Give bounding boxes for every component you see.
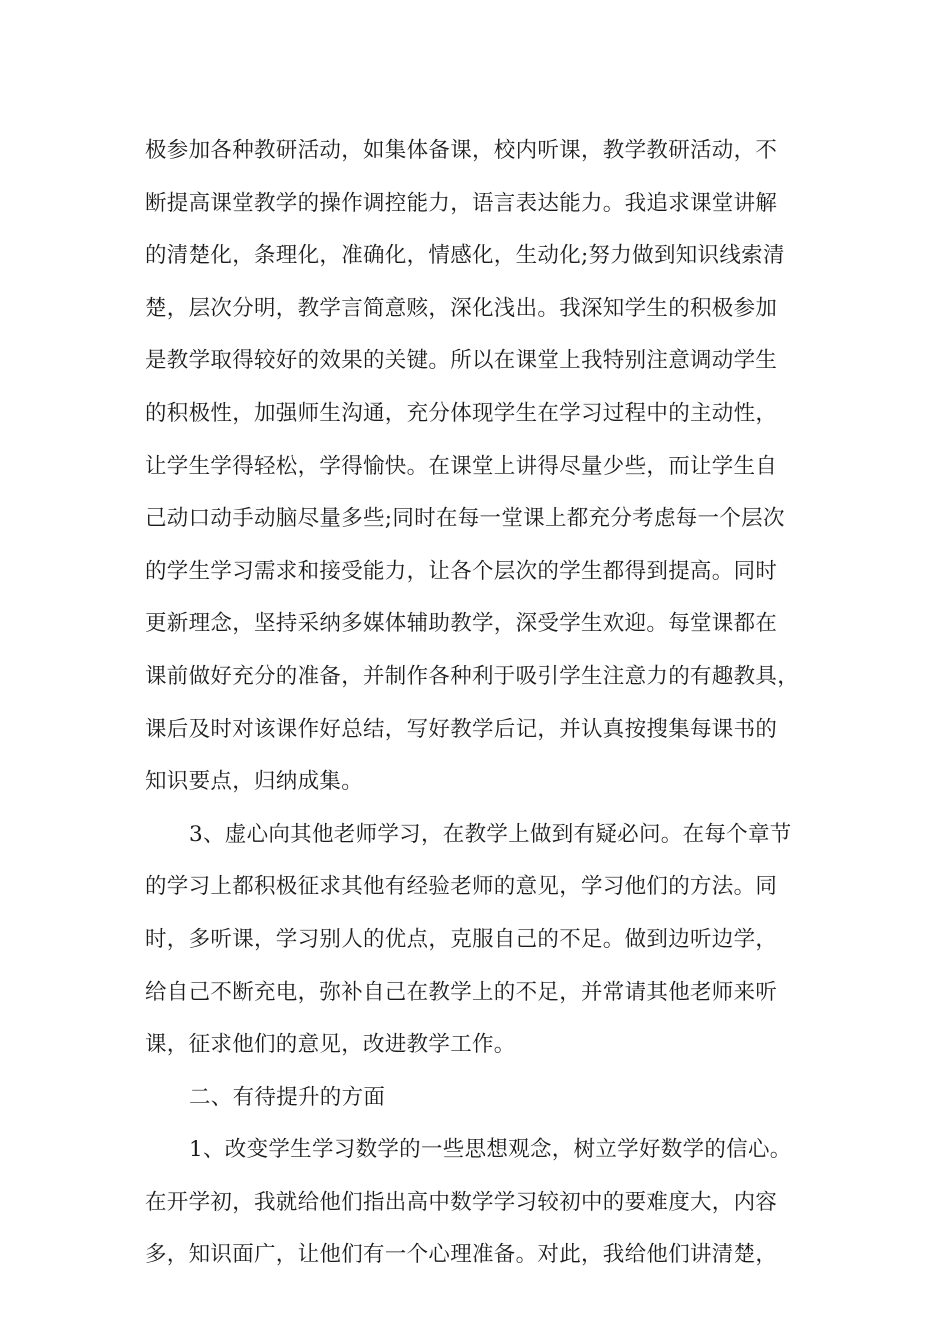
text-line: 己动口动手动脑尽量多些;同时在每一堂课上都充分考虑每一个层次 xyxy=(145,506,785,532)
text-line: 时，多听课，学习别人的优点，克服自己的不足。做到边听边学， xyxy=(145,926,778,952)
text-line: 3、虚心向其他老师学习，在教学上做到有疑必问。在每个章节 xyxy=(189,821,792,847)
text-line: 多，知识面广，让他们有一个心理准备。对此，我给他们讲清楚， xyxy=(145,1242,778,1268)
text-line: 的学习上都积极征求其他有经验老师的意见，学习他们的方法。同 xyxy=(145,874,778,900)
text-line: 的学生学习需求和接受能力，让各个层次的学生都得到提高。同时 xyxy=(145,558,778,584)
text-line: 是教学取得较好的效果的关键。所以在课堂上我特别注意调动学生 xyxy=(145,348,778,374)
text-line: 二、有待提升的方面 xyxy=(189,1084,386,1110)
text-line: 1、改变学生学习数学的一些思想观念，树立学好数学的信心。 xyxy=(189,1137,792,1163)
text-line: 给自己不断充电，弥补自己在教学上的不足，并常请其他老师来听 xyxy=(145,979,778,1005)
text-line: 课前做好充分的准备，并制作各种利于吸引学生注意力的有趣教具， xyxy=(145,663,800,689)
text-line: 的清楚化，条理化，准确化，情感化，生动化;努力做到知识线索清 xyxy=(145,243,785,269)
text-line: 课，征求他们的意见，改进教学工作。 xyxy=(145,1032,516,1058)
body-text xyxy=(145,131,825,1288)
text-line: 的积极性，加强师生沟通，充分体现学生在学习过程中的主动性， xyxy=(145,400,778,426)
text-line: 楚，层次分明，教学言简意赅，深化浅出。我深知学生的积极参加 xyxy=(145,295,778,321)
text-line: 在开学初，我就给他们指出高中数学学习较初中的要难度大，内容 xyxy=(145,1189,778,1215)
text-line: 断提高课堂教学的操作调控能力，语言表达能力。我追求课堂讲解 xyxy=(145,190,778,216)
text-line: 极参加各种教研活动，如集体备课，校内听课，教学教研活动，不 xyxy=(145,138,778,163)
text-line: 课后及时对该课作好总结，写好教学后记，并认真按搜集每课书的 xyxy=(145,716,778,742)
text-line: 让学生学得轻松，学得愉快。在课堂上讲得尽量少些，而让学生自 xyxy=(145,453,778,479)
text-line: 更新理念，坚持采纳多媒体辅助教学，深受学生欢迎。每堂课都在 xyxy=(145,611,778,637)
text-line: 知识要点，归纳成集。 xyxy=(145,769,364,795)
